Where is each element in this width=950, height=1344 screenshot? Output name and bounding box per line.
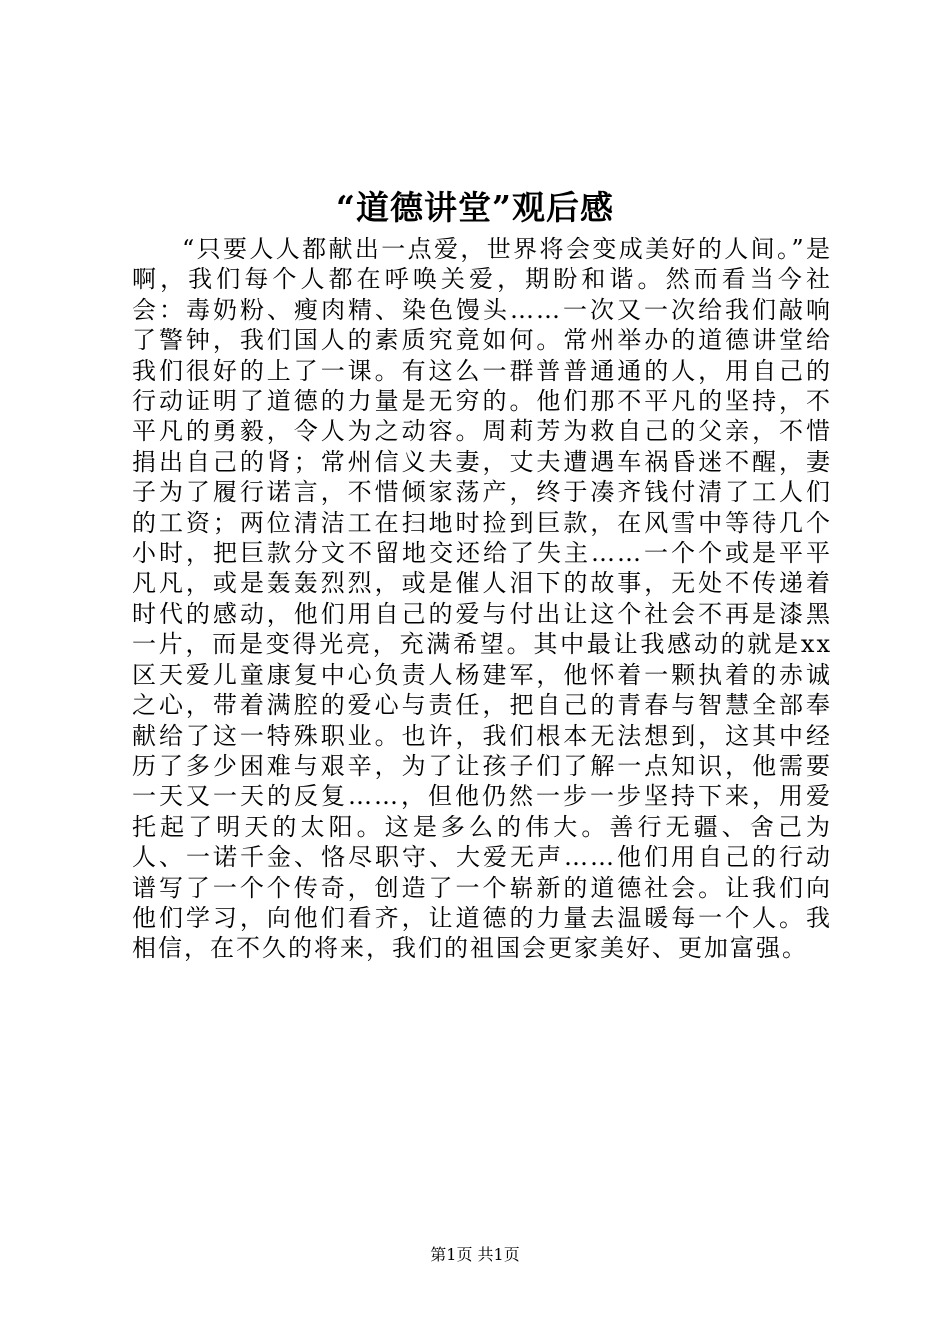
page-number-footer: 第1页 共1页 (430, 1245, 520, 1264)
document-title: “道德讲堂”观后感 (336, 188, 614, 227)
body-paragraph: “只要人人都献出一点爱，世界将会变成美好的人间。”是啊，我们每个人都在呼唤关爱，期盼和谐。然而看当今社会：毒奶粉、瘦肉精、染色馒头……一次又一次给我们敲响了警钟，我们国人的素质究竟如何。常州举办的道德讲堂给我们很好的上了一课。有这么一群普普通通的人，用自己的行动证明了道德的力量是无穷的。他们那不平凡的坚持，不平凡的勇毅，令人为之动容。周莉芳为救自己的父亲，不惜捐出自己的肾；常州信义夫妻，丈夫遭遇车祸昏迷不醒，妻子为了履行诺言，不惜倾家荡产，终于凑齐钱付清了工人们的工资；两位清洁工在扫地时捡到巨款，在风雪中等待几个小时，把巨款分文不留地交还给了失主……一个个或是平平凡凡，或是轰轰烈烈，或是催人泪下的故事，无处不传递着时代的感动，他们用自己的爱与付出让这个社会不再是漆黑一片，而是变得光亮，充满希望。其中最让我感动的就是xx区天爱儿童康复中心负责人杨建军，他怀着一颗执着的赤诚之心，带着满腔的爱心与责任，把自己的青春与智慧全部奉献给了这一特殊职业。也许，我们根本无法想到，这其中经历了多少困难与艰辛，为了让孩子们了解一点知识，他需要一天又一天的反复……，但他仍然一步一步坚持下来，用爱托起了明天的太阳。这是多么的伟大。善行无疆、舍己为人、一诺千金、恪尽职守、大爱无声……他们用自己的行动谱写了一个个传奇，创造了一个崭新的道德社会。让我们向他们学习，向他们看齐，让道德的力量去温暖每一个人。我相信，在不久的将来，我们的祖国会更家美好、更加富强。 (132, 235, 832, 963)
